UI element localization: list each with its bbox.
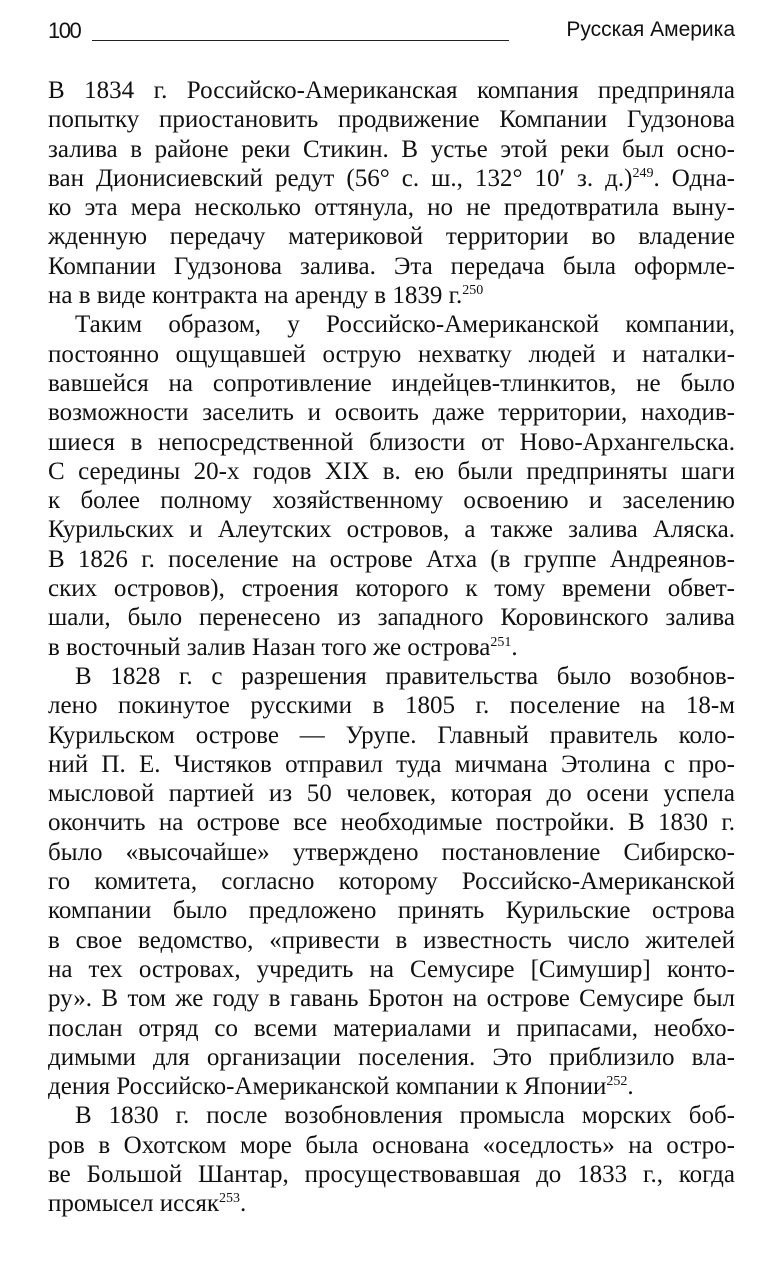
line-text: С середины 20-х годов XIX в. ею были предприняты шаги: [48, 457, 735, 485]
line-text: в свое ведомство, «привести в известность число жителей: [48, 926, 735, 954]
text-line: [48, 926, 735, 955]
line-text: в восточный залив Назан того же острова: [48, 633, 491, 661]
line-text: шали, было перенесено из западного Коровинского залива: [48, 604, 735, 632]
line-text: шиеся в непосредственной близости от Ново-Архангельска.: [48, 428, 735, 456]
line-text: В 1830 г. после возобновления промысла морских боб-: [75, 1102, 735, 1130]
line-text-after: .: [511, 633, 518, 661]
line-text: вавшейся на сопротивление индейцев-тлинкитов, не было: [48, 369, 735, 397]
text-line: [48, 281, 735, 310]
text-line: [48, 340, 735, 369]
text-line: [48, 252, 735, 281]
text-line: [48, 750, 735, 779]
paragraph: [48, 76, 735, 310]
text-line: [48, 545, 735, 574]
text-line: [48, 1160, 735, 1189]
text-line: [48, 1072, 735, 1101]
line-text: мысловой партией из 50 человек, которая до осени успела: [48, 780, 735, 808]
line-text: к более полному хозяйственному освоению и заселению: [48, 487, 735, 515]
paragraph: [48, 1101, 735, 1218]
text-line: [48, 1101, 735, 1130]
line-text: В 1834 г. Российско-Американская компания предприняла: [48, 77, 735, 104]
text-line: [48, 633, 735, 662]
text-line: [48, 574, 735, 603]
body-text: [48, 76, 735, 1219]
footnote-ref: 249: [632, 165, 654, 181]
line-text: на тех островах, учредить на Семусире [Симушир] конто-: [48, 955, 735, 983]
text-line: [48, 486, 735, 515]
line-text: возможности заселить и освоить даже территории, находив-: [48, 399, 735, 427]
text-line: [48, 428, 735, 457]
text-line: [48, 1131, 735, 1160]
text-line: [48, 222, 735, 251]
text-line: [48, 457, 735, 486]
text-line: [48, 603, 735, 632]
line-text: дения Российско-Американской компании к Японии: [48, 1073, 607, 1101]
line-text: было «высочайше» утверждено постановление Сибирско-: [48, 838, 735, 866]
line-text: окончить на острове все необходимые постройки. В 1830 г.: [48, 809, 735, 837]
line-text: компании было предложено принять Курильские острова: [48, 897, 735, 925]
line-text-after: .: [627, 1073, 634, 1101]
footnote-ref: 251: [490, 634, 512, 650]
running-header: [48, 14, 735, 48]
text-line: [48, 1043, 735, 1072]
line-text: го комитета, согласно которому Российско-Американской: [48, 868, 735, 896]
text-line: [48, 838, 735, 867]
line-text: лено покинутое русскими в 1805 г. поселение на 18-м: [48, 692, 735, 720]
line-text: Курильском острове — Урупе. Главный правитель коло-: [48, 721, 735, 749]
text-line: [48, 369, 735, 398]
text-line: [48, 1189, 735, 1218]
line-text: ров в Охотском море была основана «оседлость» на остро-: [48, 1131, 735, 1159]
line-text: послан отряд со всеми материалами и припасами, необхо-: [48, 1014, 735, 1042]
line-text: ских островов), строения которого к тому времени обвет-: [48, 575, 735, 603]
text-line: [48, 896, 735, 925]
text-line: [48, 135, 735, 164]
text-line: [48, 721, 735, 750]
text-line: [48, 398, 735, 427]
text-line: [48, 105, 735, 134]
text-line: [48, 867, 735, 896]
line-text: постоянно ощущавшей острую нехватку людей и наталки-: [48, 340, 735, 368]
page-number: 100: [48, 18, 81, 43]
text-line: [48, 808, 735, 837]
text-line: [48, 193, 735, 222]
paragraph: [48, 310, 735, 662]
line-text: ний П. Е. Чистяков отправил туда мичмана Этолина с про-: [48, 750, 735, 778]
line-text-after: . Одна-: [653, 164, 735, 192]
line-text: ван Дионисиевский редут (56° с. ш., 132° 10′ з. д.): [48, 164, 633, 192]
text-line: [48, 515, 735, 544]
line-text: промысел иссяк: [48, 1190, 219, 1218]
line-text: залива в районе реки Стикин. В устье этой реки был осно-: [48, 135, 735, 163]
text-line: [48, 984, 735, 1013]
line-text: попытку приостановить продвижение Компании Гудзонова: [48, 106, 735, 134]
text-line: [48, 164, 735, 193]
line-text: В 1828 г. с разрешения правительства было возобнов-: [75, 662, 735, 690]
running-title: Русская Америка: [566, 18, 735, 41]
text-line: [48, 779, 735, 808]
line-text-after: .: [239, 1190, 247, 1218]
line-text: ве Большой Шантар, просуществовавшая до 1833 г., когда: [48, 1160, 735, 1188]
text-line: [48, 691, 735, 720]
line-text: Курильских и Алеутских островов, а также залива Аляска.: [48, 516, 735, 544]
footnote-ref: 253: [218, 1191, 240, 1207]
header-rule: [92, 40, 509, 41]
line-text: димыми для организации поселения. Это приблизило вла-: [48, 1043, 735, 1071]
text-line: [48, 1014, 735, 1043]
footnote-ref: 252: [606, 1074, 628, 1090]
text-line: [48, 76, 735, 105]
paragraph: [48, 662, 735, 1101]
line-text: жденную передачу материковой территории во владение: [48, 223, 735, 251]
line-text: Таким образом, у Российско-Американской компании,: [75, 311, 735, 339]
text-line: [48, 955, 735, 984]
line-text: ко эта мера несколько оттянула, но не предотвратила выну-: [48, 194, 735, 222]
line-text: Компании Гудзонова залива. Эта передача была оформле-: [48, 252, 735, 280]
line-text: В 1826 г. поселение на острове Атха (в группе Андреянов-: [48, 545, 735, 573]
line-text: ру». В том же году в гавань Бротон на острове Семусире был: [48, 985, 735, 1013]
text-line: [48, 662, 735, 691]
footnote-ref: 250: [462, 283, 484, 299]
text-line: [48, 310, 735, 339]
line-text: на в виде контракта на аренду в 1839 г.: [48, 282, 463, 310]
